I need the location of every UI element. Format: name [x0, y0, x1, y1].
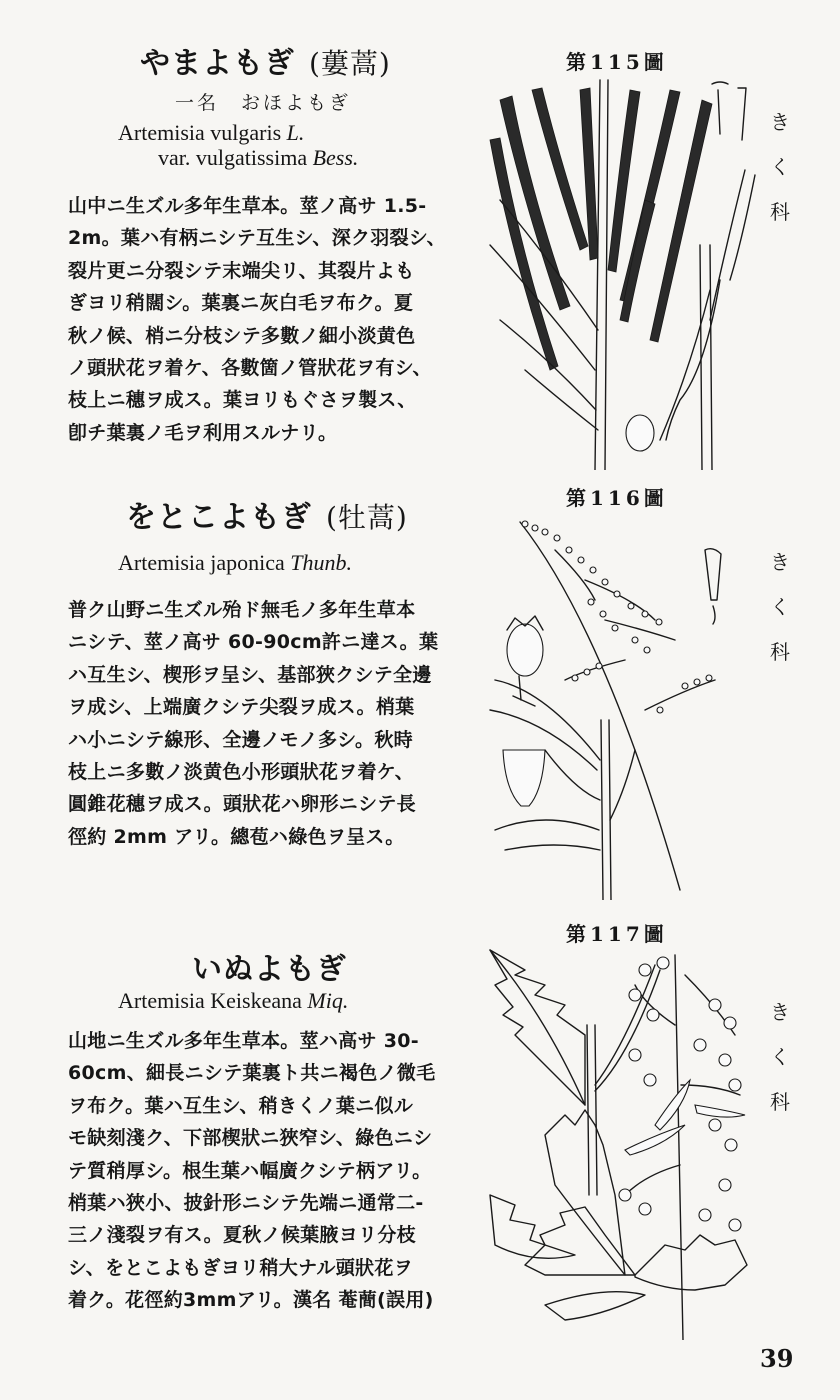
- description-line: 山中ニ生ズル多年生草本。莖ノ高サ 1.5-: [68, 195, 427, 217]
- description-line: 三ノ淺裂ヲ有ス。夏秋ノ候葉腋ヨリ分枝: [68, 1224, 416, 1247]
- description-line: テ質稍厚シ。根生葉ハ幅廣クシテ柄アリ。: [68, 1159, 432, 1182]
- description: [68, 1025, 466, 1317]
- scientific-name-line1: [118, 120, 304, 146]
- plant-illustration-117: [485, 945, 760, 1340]
- family-char: く: [770, 1045, 790, 1069]
- family-char: く: [770, 155, 790, 179]
- author: L.: [286, 120, 305, 145]
- genus-species: Artemisia vulgaris: [118, 120, 282, 145]
- description-line: 2m。葉ハ有柄ニシテ互生シ、深ク羽裂シ、: [68, 227, 446, 250]
- description-line: ハ互生シ、楔形ヲ呈シ、基部狹クシテ全邊: [68, 663, 432, 686]
- plant-illustration-115: [480, 70, 770, 470]
- scientific-name-line1: [118, 988, 348, 1014]
- species-title: [140, 38, 391, 82]
- description-line: 徑約 2mm アリ。總苞ハ綠色ヲ呈ス。: [68, 825, 405, 848]
- description-line: 梢葉ハ狹小、披針形ニシテ先端ニ通常二-: [68, 1192, 424, 1215]
- figure-label-117: 第117圖: [566, 922, 668, 946]
- description-line: 卽チ葉裏ノ毛ヲ利用スルナリ。: [68, 421, 338, 444]
- description-line: ノ頭狀花ヲ着ケ、各數箇ノ管狀花ヲ有シ、: [68, 357, 432, 380]
- description-line: ヲ布ク。葉ハ互生シ、稍きくノ葉ニ似ル: [68, 1094, 414, 1117]
- description-line: ヲ成シ、上端廣クシテ尖裂ヲ成ス。梢葉: [68, 696, 415, 719]
- description-line: 秋ノ候、梢ニ分枝シテ多數ノ細小淡黄色: [68, 324, 416, 347]
- species-title: [126, 492, 408, 536]
- description: [68, 190, 466, 449]
- description-line: 枝上ニ多數ノ淡黄色小形頭狀花ヲ着ケ、: [68, 761, 415, 784]
- description-line: 着ク。花徑約3mmアリ。漢名 菴蕳(誤用): [68, 1289, 434, 1312]
- author: Thunb.: [290, 550, 353, 575]
- family-char: 科: [770, 640, 790, 664]
- genus-species: Artemisia japonica: [118, 550, 285, 575]
- description-line: 枝上ニ穗ヲ成ス。葉ヨリもぐさヲ製ス、: [68, 389, 417, 412]
- description-line: シ、をとこよもぎヨリ稍大ナル頭狀花ヲ: [68, 1256, 413, 1279]
- japanese-name: いぬよもぎ: [192, 952, 347, 987]
- description-line: 60cm、細長ニシテ葉裏ト共ニ褐色ノ微毛: [68, 1062, 436, 1085]
- family-label: [767, 100, 793, 235]
- scientific-name-line1: [118, 550, 352, 576]
- description-line: ニシテ、莖ノ高サ 60-90cm許ニ達ス。葉: [68, 631, 439, 654]
- description-line: 圓錐花穗ヲ成ス。頭狀花ハ卵形ニシテ長: [68, 793, 416, 816]
- figure-label-115: 第115圖: [566, 50, 668, 74]
- author: Bess.: [312, 145, 359, 170]
- japanese-name: やまよもぎ: [140, 46, 295, 81]
- author: Miq.: [307, 988, 349, 1013]
- species-title: [192, 944, 347, 988]
- kanji-name: (蔞蒿): [309, 47, 391, 80]
- variety: var. vulgatissima: [158, 145, 308, 170]
- figure-label-116: 第116圖: [566, 486, 668, 510]
- japanese-name: をとこよもぎ: [126, 500, 312, 535]
- family-label: [767, 990, 793, 1125]
- plant-illustration-116: [485, 510, 765, 900]
- description-line: 普ク山野ニ生ズル殆ド無毛ノ多年生草本: [68, 599, 416, 621]
- scientific-name-line2: [158, 145, 358, 171]
- description-line: モ缺刻淺ク、下部楔狀ニ狹窄シ、綠色ニシ: [68, 1127, 433, 1150]
- family-char: 科: [770, 1090, 790, 1114]
- description-line: 裂片更ニ分裂シテ末端尖リ、其裂片よも: [68, 259, 415, 282]
- description-line: ぎヨリ稍闊シ。葉裏ニ灰白毛ヲ布ク。夏: [68, 292, 414, 315]
- page-number: 39: [760, 1344, 794, 1373]
- description-line: ハ小ニシテ線形、全邊ノモノ多シ。秋時: [68, 728, 413, 751]
- family-char: き: [770, 110, 790, 134]
- family-label: [767, 540, 793, 675]
- kanji-name: (牡蒿): [326, 501, 408, 534]
- description-line: 山地ニ生ズル多年生草本。莖ハ高サ 30-: [68, 1030, 419, 1052]
- genus-species: Artemisia Keiskeana: [118, 988, 302, 1013]
- family-char: 科: [770, 200, 790, 224]
- family-char: き: [770, 550, 790, 574]
- alternate-name: 一名 おほよもぎ: [175, 92, 352, 114]
- family-char: く: [770, 595, 790, 619]
- family-char: き: [770, 1000, 790, 1024]
- description: [68, 594, 466, 853]
